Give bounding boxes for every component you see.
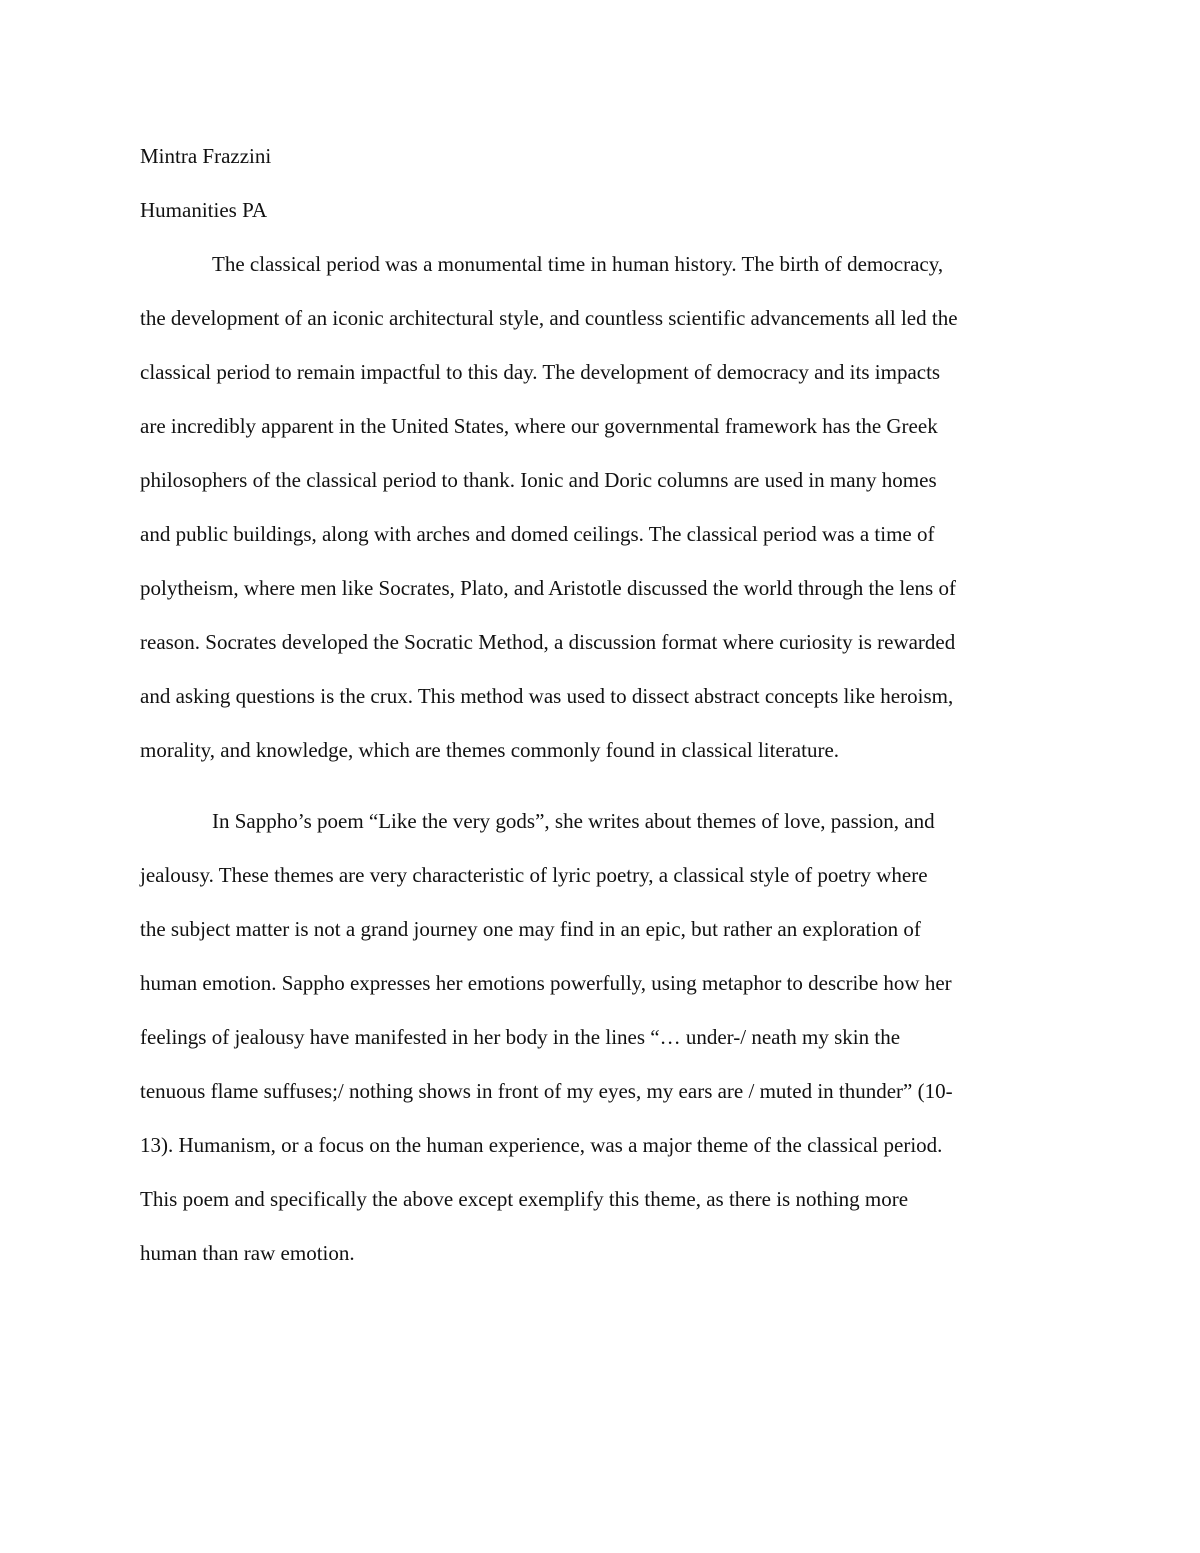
paragraph-1 [140, 246, 1065, 803]
paragraph-line: are incredibly apparent in the United States, where our governmental framework has the Greek [140, 414, 938, 438]
paragraph-line: feelings of jealousy have manifested in her body in the lines “… under-/ neath my skin the [140, 1025, 901, 1049]
paragraph-line: classical period to remain impactful to this day. The development of democracy and its impacts [140, 360, 941, 384]
paragraph-line: morality, and knowledge, which are themes commonly found in classical literature. [140, 738, 840, 762]
paragraph-line: the subject matter is not a grand journey one may find in an epic, but rather an exploration of [140, 917, 921, 941]
paragraph-line: polytheism, where men like Socrates, Plato, and Aristotle discussed the world through the lens of [140, 576, 956, 600]
paragraph-line: philosophers of the classical period to thank. Ionic and Doric columns are used in many homes [140, 468, 937, 492]
paragraph-line: human emotion. Sappho expresses her emotions powerfully, using metaphor to describe how her [140, 971, 952, 995]
paragraph-line: the development of an iconic architectural style, and countless scientific advancements all led the [140, 306, 958, 330]
author-name: Mintra Frazzini [140, 144, 272, 168]
paragraph-line: In Sappho’s poem “Like the very gods”, she writes about themes of love, passion, and [212, 809, 935, 833]
paragraph-line: and asking questions is the crux. This method was used to dissect abstract concepts like heroism, [140, 684, 954, 708]
course-name: Humanities PA [140, 198, 267, 222]
paragraph-line: The classical period was a monumental time in human history. The birth of democracy, [212, 252, 944, 276]
paragraph-line: jealousy. These themes are very characteristic of lyric poetry, a classical style of poetry where [140, 863, 928, 887]
paragraph-line: reason. Socrates developed the Socratic Method, a discussion format where curiosity is rewarded [140, 630, 956, 654]
paragraph-2 [140, 803, 1065, 1289]
paragraph-line: tenuous flame suffuses;/ nothing shows in front of my eyes, my ears are / muted in thunder” (10- [140, 1079, 953, 1103]
paragraph-line: 13). Humanism, or a focus on the human experience, was a major theme of the classical period. [140, 1133, 943, 1157]
paragraph-line: human than raw emotion. [140, 1241, 355, 1265]
paragraph-line: and public buildings, along with arches and domed ceilings. The classical period was a time of [140, 522, 935, 546]
document-body [140, 138, 1065, 1289]
paragraph-line: This poem and specifically the above except exemplify this theme, as there is nothing more [140, 1187, 909, 1211]
